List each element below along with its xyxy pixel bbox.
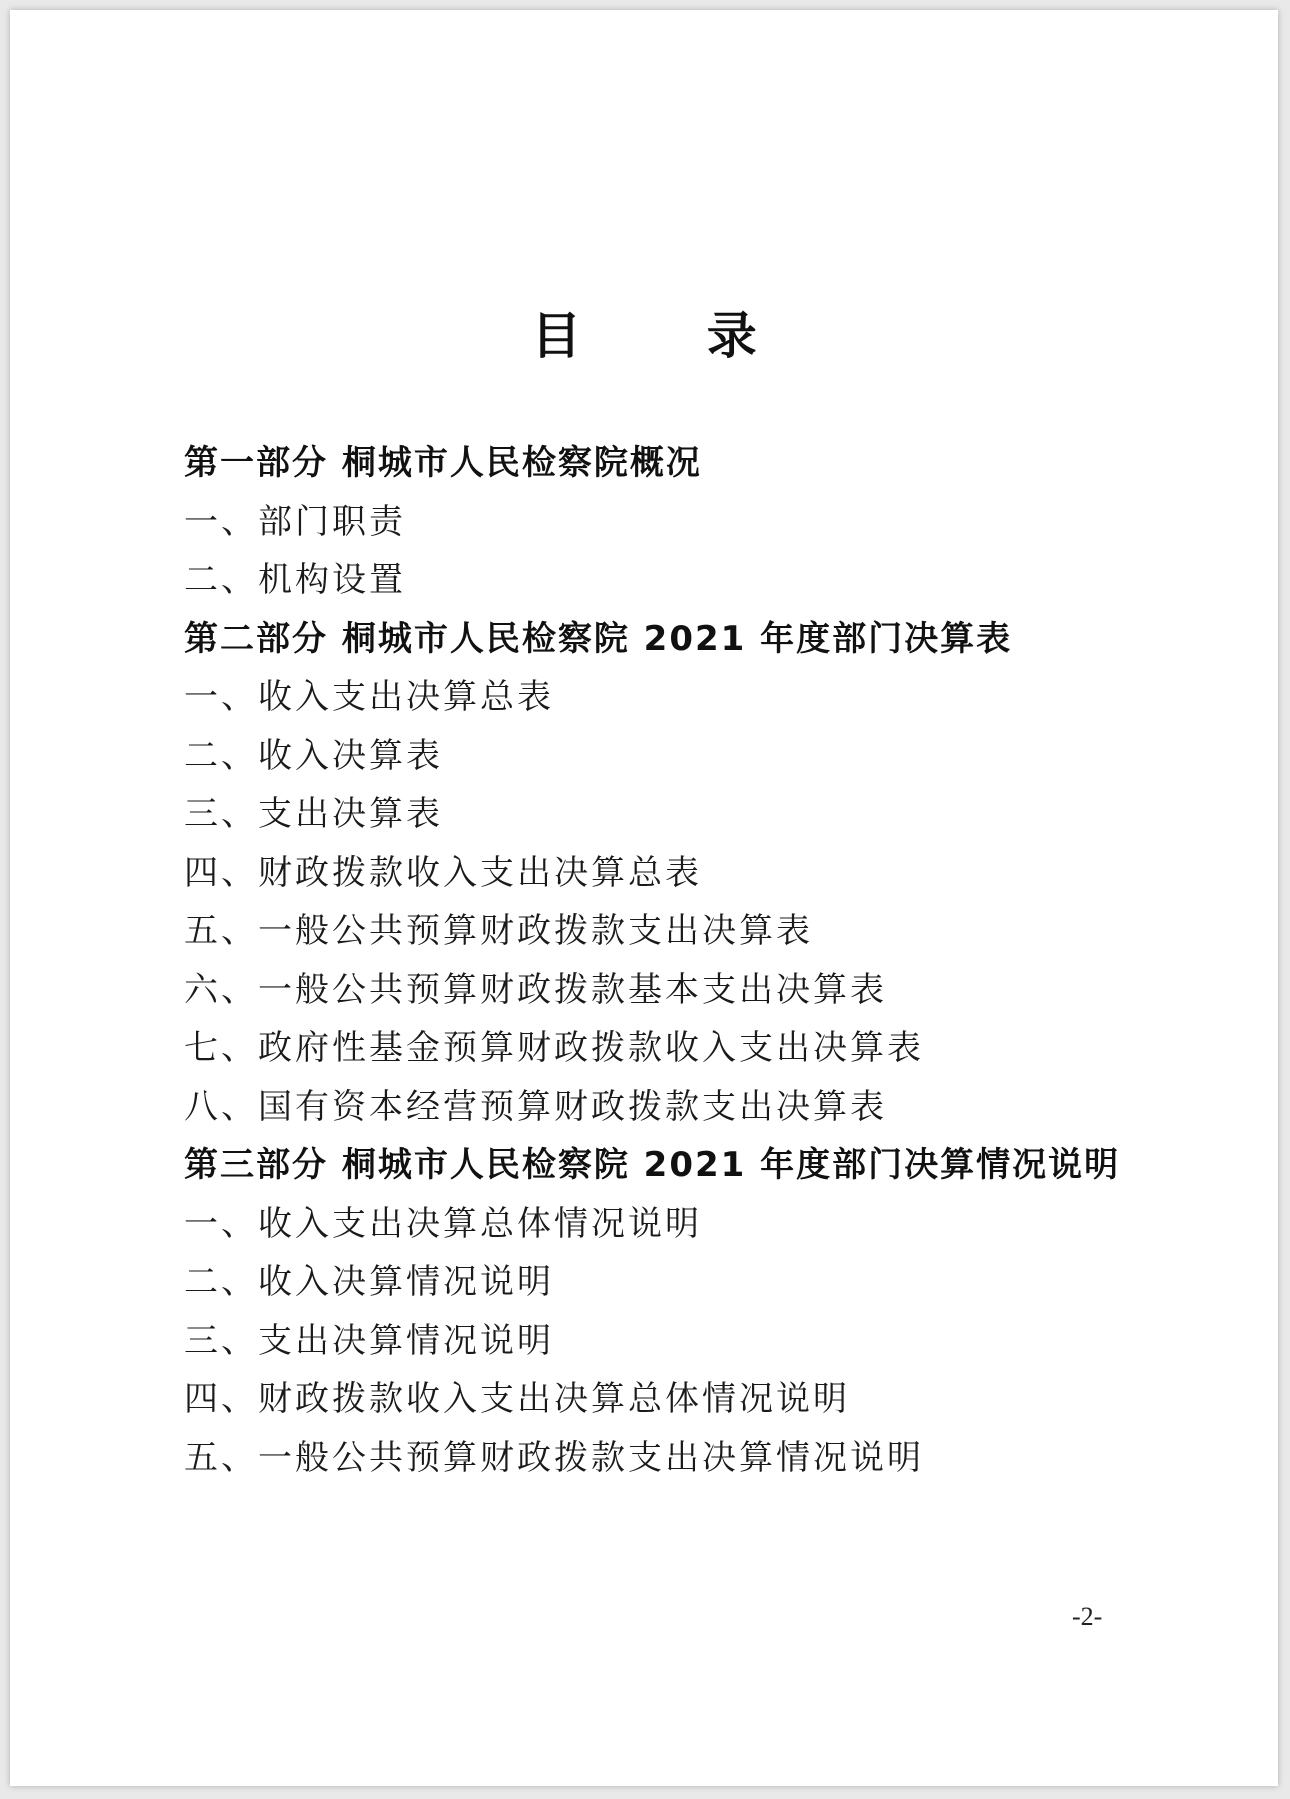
toc-item: 七、政府性基金预算财政拨款收入支出决算表 xyxy=(184,1028,924,1068)
page-number: -2- xyxy=(1072,1602,1103,1631)
page-title: 目 录 xyxy=(531,307,811,365)
toc-item: 三、支出决算情况说明 xyxy=(184,1320,554,1361)
toc-item: 八、国有资本经营预算财政拨款支出决算表 xyxy=(184,1086,887,1127)
toc-item: 二、机构设置 xyxy=(184,560,406,600)
toc-item: 一、部门职责 xyxy=(184,501,406,542)
table-of-contents xyxy=(184,434,1134,1487)
toc-item: 三、支出决算表 xyxy=(184,794,443,834)
toc-item: 一、收入支出决算总体情况说明 xyxy=(184,1203,702,1244)
toc-item: 五、一般公共预算财政拨款支出决算情况说明 xyxy=(184,1437,924,1478)
toc-item: 四、财政拨款收入支出决算总体情况说明 xyxy=(184,1379,850,1419)
toc-item: 二、收入决算情况说明 xyxy=(184,1262,554,1302)
toc-part: 第二部分 桐城市人民检察院 2021 年度部门决算表 xyxy=(184,618,1013,659)
toc-item: 一、收入支出决算总表 xyxy=(184,677,554,717)
toc-item: 二、收入决算表 xyxy=(184,735,443,776)
toc-item: 四、财政拨款收入支出决算总表 xyxy=(184,852,702,893)
document-page xyxy=(10,10,1278,1786)
toc-item: 六、一般公共预算财政拨款基本支出决算表 xyxy=(184,969,887,1010)
toc-part: 第三部分 桐城市人民检察院 2021 年度部门决算情况说明 xyxy=(184,1145,1121,1185)
toc-item: 五、一般公共预算财政拨款支出决算表 xyxy=(184,911,813,951)
toc-part: 第一部分 桐城市人民检察院概况 xyxy=(184,443,702,483)
